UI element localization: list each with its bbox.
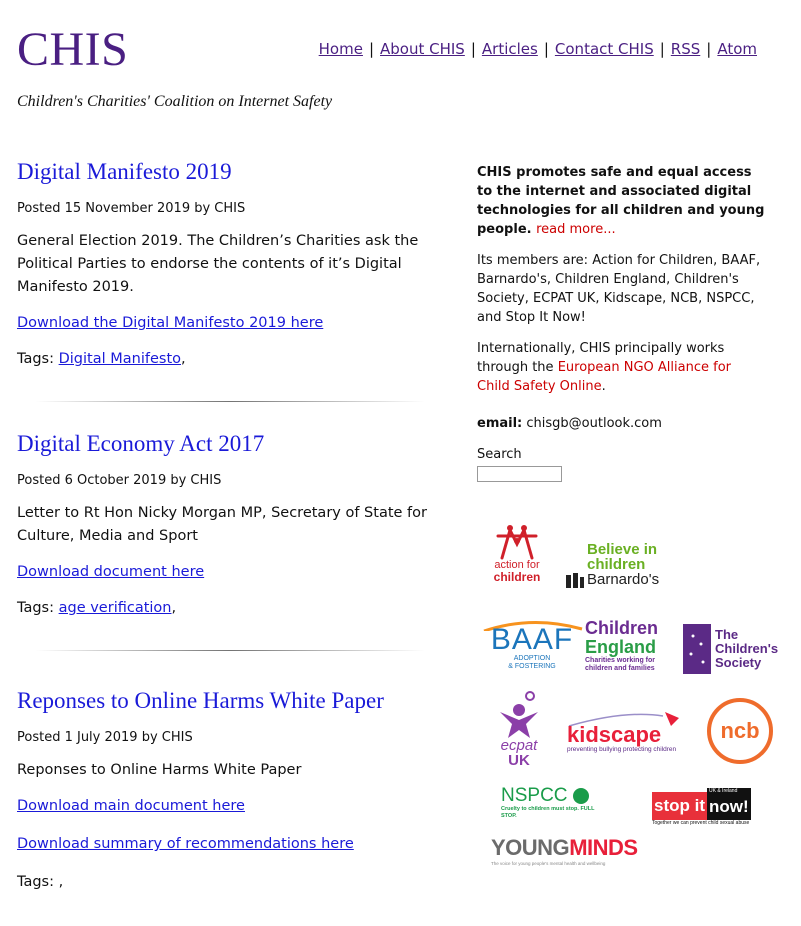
email-line <box>477 414 767 433</box>
tags-suffix: , <box>171 600 177 616</box>
nav-rss[interactable]: RSS <box>670 40 701 58</box>
afc-line1: action for <box>494 558 540 571</box>
post-excerpt: General Election 2019. The Children’s Charities ask the Political Parties to endorse the contents of it’s Digital Manifesto 2019. <box>17 233 419 295</box>
email-label: email: <box>477 416 523 431</box>
ce-line2: England <box>585 636 656 657</box>
stopitnow-name2: now! <box>709 797 749 816</box>
post-title[interactable]: Digital Manifesto 2019 <box>17 159 232 184</box>
stopitnow-sub: Together we can prevent child sexual abuse <box>652 820 750 826</box>
post-tags <box>17 872 435 892</box>
cs-line2: Children's <box>715 640 779 656</box>
post-excerpt: Letter to Rt Hon Nicky Morgan MP, Secretary of State for Culture, Media and Sport <box>17 505 427 544</box>
site-title[interactable]: CHIS <box>17 23 129 76</box>
read-more-link[interactable]: read more... <box>536 222 616 237</box>
nspcc-name: NSPCC <box>501 784 568 806</box>
afc-line2: children <box>493 569 541 584</box>
post-digital-economy-act <box>17 428 435 618</box>
nspcc-logo[interactable] <box>501 785 605 821</box>
nav-separator: | <box>706 40 712 58</box>
tags-label: Tags: <box>17 600 54 616</box>
tags-suffix: , <box>181 351 186 367</box>
email-address[interactable]: chisgb@outlook.com <box>526 416 662 431</box>
post-digital-manifesto <box>17 156 435 369</box>
top-navigation <box>319 40 757 58</box>
download-manifesto-link[interactable]: Download the Digital Manifesto 2019 here <box>17 315 324 331</box>
action-for-children-logo[interactable] <box>487 519 547 589</box>
children-england-logo[interactable] <box>585 613 667 679</box>
youngminds-name2: MINDS <box>569 834 638 860</box>
post-tags <box>17 349 435 369</box>
ce-sub1: Charities working for <box>585 656 656 664</box>
ce-line1: Children <box>585 617 659 638</box>
nav-separator: | <box>368 40 375 58</box>
download-main-document-link[interactable]: Download main document here <box>17 798 245 814</box>
cs-line3: Society <box>715 654 762 670</box>
nav-contact-chis[interactable]: Contact CHIS <box>554 40 654 58</box>
nav-about-chis[interactable]: About CHIS <box>380 40 465 58</box>
baaf-sub2: & FOSTERING <box>508 662 556 670</box>
post-meta: Posted 1 July 2019 by CHIS <box>17 730 193 745</box>
nav-separator: | <box>470 40 476 58</box>
barnardos-line1: Believe in <box>587 540 658 558</box>
youngminds-name1: YOUNG <box>491 834 570 860</box>
stopitnow-region: UK & Ireland <box>709 788 738 794</box>
barnardos-line2: children <box>587 555 646 573</box>
cs-line1: The <box>715 626 739 642</box>
post-excerpt: Reponses to Online Harms White Paper <box>17 762 302 778</box>
member-logos <box>477 495 779 866</box>
nspcc-dot-icon <box>573 788 589 804</box>
ce-sub2: children and families <box>585 664 655 672</box>
international-text <box>477 339 767 396</box>
sidebar <box>477 163 779 866</box>
barnardos-figures-icon <box>565 572 585 588</box>
download-summary-link[interactable]: Download summary of recommendations here <box>17 836 354 852</box>
tag-link[interactable]: age verification <box>58 600 172 616</box>
intl-prefix: Internationally, CHIS principally works through the <box>477 341 725 375</box>
search-input[interactable] <box>477 466 562 482</box>
ecpat-line2: UK <box>508 751 530 769</box>
nav-atom[interactable]: Atom <box>717 40 757 58</box>
download-document-link[interactable]: Download document here <box>17 564 205 580</box>
stop-it-now-logo[interactable] <box>652 785 754 831</box>
baaf-sub1: ADOPTION <box>513 654 551 662</box>
ecpat-uk-logo[interactable] <box>491 685 547 773</box>
childrens-society-logo[interactable] <box>683 623 783 675</box>
european-ngo-alliance-link[interactable]: European NGO Alliance for Child Safety Online <box>477 360 731 394</box>
post-divider <box>35 401 425 402</box>
kidscape-sub: preventing bullying protecting children <box>567 745 677 753</box>
nav-articles[interactable]: Articles <box>481 40 538 58</box>
intl-suffix: . <box>601 379 606 394</box>
baaf-name: BAAF <box>490 622 574 656</box>
post-meta: Posted 6 October 2019 by CHIS <box>17 473 222 488</box>
tags-suffix: , <box>54 874 64 890</box>
nav-separator: | <box>543 40 549 58</box>
intro-text: CHIS promotes safe and equal access to the internet and associated digital technologies for all children and young people. <box>477 165 765 237</box>
post-divider <box>35 650 425 651</box>
ecpat-line1: ecpat <box>500 736 538 754</box>
ncb-logo[interactable] <box>707 698 773 764</box>
youngminds-sub: The voice for young people's mental health and wellbeing <box>491 860 606 866</box>
childrens-society-flag-icon <box>683 624 711 674</box>
members-text: Its members are: Action for Children, BAAF, Barnardo's, Children England, Children's Society, ECPAT UK, Kidscape, NCB, NSPCC, and Stop It Now! <box>477 253 761 325</box>
post-list <box>17 156 435 892</box>
sidebar-intro <box>477 163 767 239</box>
ecpat-figure-icon <box>496 690 542 738</box>
tags-label: Tags: <box>17 874 54 890</box>
ncb-name: ncb <box>720 718 760 743</box>
nspcc-sub: Cruelty to children must stop. FULL STOP. <box>501 805 595 819</box>
tag-link[interactable]: Digital Manifesto <box>58 351 181 367</box>
site-tagline: Children's Charities' Coalition on Internet Safety <box>17 93 333 110</box>
kidscape-logo[interactable] <box>567 705 683 761</box>
post-title[interactable]: Reponses to Online Harms White Paper <box>17 688 384 713</box>
young-minds-logo[interactable] <box>491 831 637 871</box>
search-label: Search <box>477 447 522 462</box>
nav-separator: | <box>659 40 665 58</box>
post-tags <box>17 598 435 618</box>
post-title[interactable]: Digital Economy Act 2017 <box>17 431 265 456</box>
tags-label: Tags: <box>17 351 54 367</box>
kidscape-name: kidscape <box>567 721 662 747</box>
post-online-harms <box>17 685 435 892</box>
barnardos-line3: Barnardo's <box>587 570 660 588</box>
stopitnow-name1: stop it <box>652 792 707 820</box>
nav-home[interactable]: Home <box>318 40 363 58</box>
post-meta: Posted 15 November 2019 by CHIS <box>17 201 246 216</box>
baaf-logo[interactable] <box>480 615 584 675</box>
action-for-children-figures-icon <box>494 524 540 560</box>
barnardos-logo[interactable] <box>565 535 675 595</box>
